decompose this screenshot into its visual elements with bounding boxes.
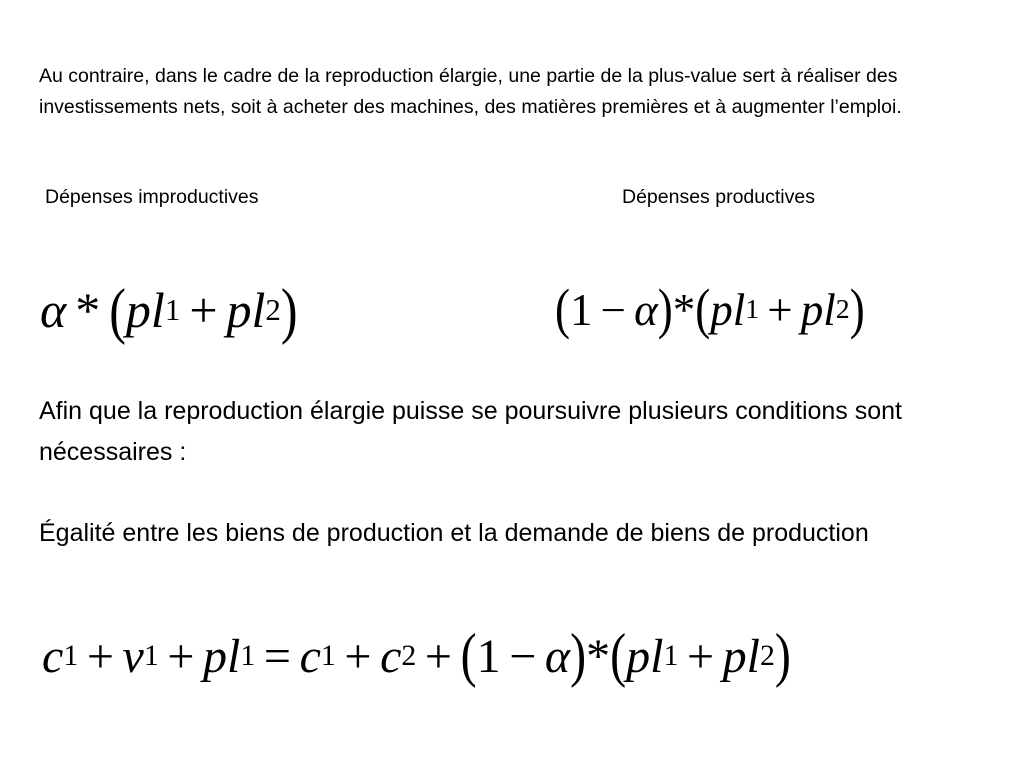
close-paren: ) — [657, 277, 673, 341]
conditions-paragraph: Afin que la reproduction élargie puisse se poursuivre plusieurs conditions sont nécessaires : — [39, 397, 903, 466]
pl-variable: pl — [710, 284, 746, 335]
formula-equilibrium: c 1 + v 1 + pl 1 = c 1 + c 2 + ( 1 − α ) * ( pl 1 + pl 2 ) — [42, 622, 791, 689]
open-paren: ( — [555, 277, 570, 341]
pl-variable: pl — [125, 282, 165, 338]
pl-variable: pl — [800, 284, 836, 335]
open-paren: ( — [109, 275, 126, 345]
multiply-symbol: * — [586, 629, 611, 683]
formula-productive-expenses: ( 1 − α ) * ( pl 1 + pl 2 ) — [555, 277, 865, 341]
close-paren: ) — [774, 622, 791, 689]
plus-symbol: + — [424, 629, 452, 683]
open-paren: ( — [460, 622, 477, 689]
open-paren: ( — [695, 277, 711, 341]
minus-symbol: − — [509, 629, 537, 683]
alpha-symbol: α — [634, 284, 658, 335]
pl-variable: pl — [722, 629, 760, 683]
plus-symbol: + — [686, 629, 715, 683]
plus-symbol: + — [189, 282, 218, 338]
number-one: 1 — [476, 629, 501, 683]
intro-paragraph: Au contraire, dans le cadre de la reproduction élargie, une partie de la plus-value sert à réaliser des investissements nets, soit à acheter des machines, des matières premières et à augmenter l’emploi. — [39, 65, 902, 118]
close-paren: ) — [849, 277, 865, 341]
multiply-symbol: * — [75, 282, 101, 338]
c-variable: c — [42, 629, 64, 683]
c-variable: c — [299, 629, 321, 683]
minus-symbol: − — [600, 284, 626, 335]
plus-symbol: + — [344, 629, 372, 683]
close-paren: ) — [280, 275, 298, 345]
alpha-symbol: α — [544, 629, 571, 683]
number-one: 1 — [570, 284, 593, 335]
open-paren: ( — [610, 622, 627, 689]
multiply-symbol: * — [672, 284, 696, 335]
label-depenses-productives: Dépenses productives — [622, 186, 815, 208]
plus-symbol: + — [86, 629, 114, 683]
alpha-symbol: α — [40, 282, 67, 338]
plus-symbol: + — [767, 284, 793, 335]
formula-improductive-expenses: α * ( pl 1 + pl 2 ) — [40, 275, 298, 345]
c-variable: c — [380, 629, 402, 683]
egalite-paragraph: Égalité entre les biens de production et la demande de biens de production — [39, 519, 869, 547]
close-paren: ) — [570, 622, 587, 689]
pl-variable: pl — [226, 282, 266, 338]
equals-symbol: = — [263, 629, 291, 683]
pl-variable: pl — [203, 629, 241, 683]
pl-variable: pl — [626, 629, 664, 683]
plus-symbol: + — [167, 629, 195, 683]
v-variable: v — [122, 629, 144, 683]
label-depenses-improductives: Dépenses improductives — [45, 186, 259, 208]
